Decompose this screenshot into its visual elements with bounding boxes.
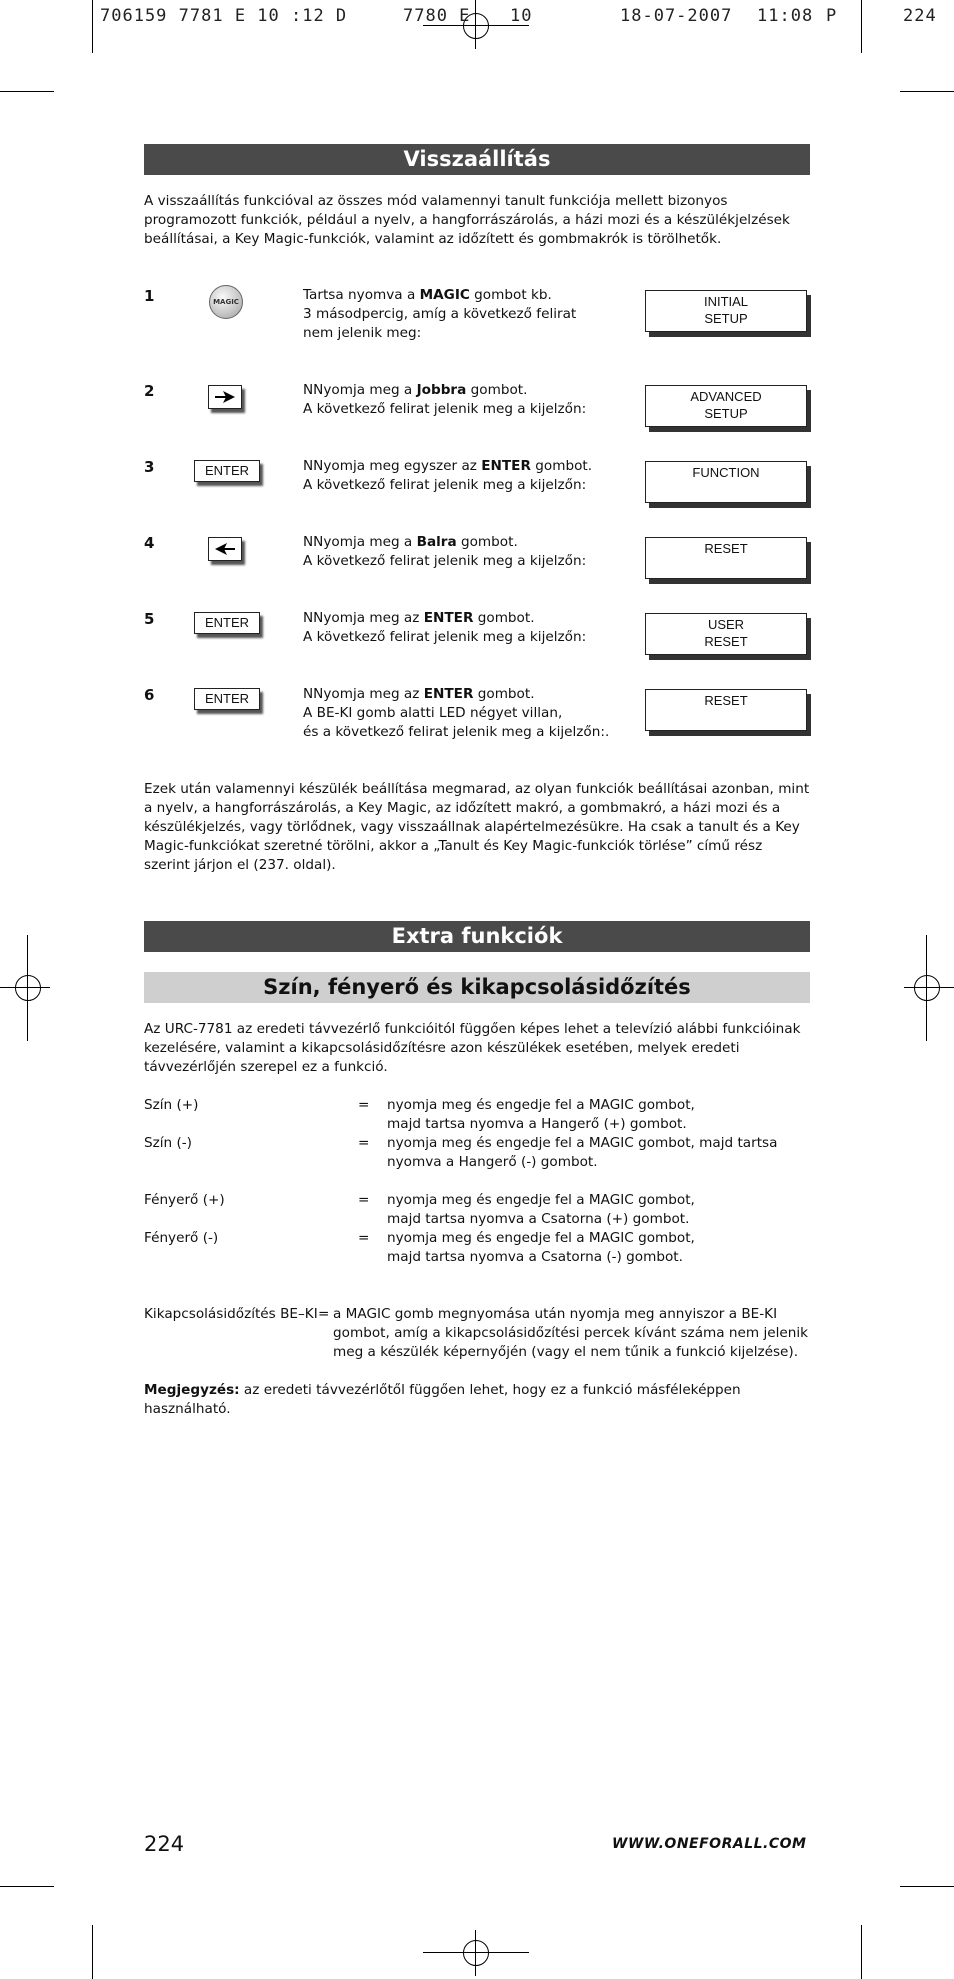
step-instruction	[303, 685, 633, 742]
note	[144, 1381, 814, 1419]
enter-button-icon: ENTER	[194, 612, 260, 634]
item-eq: =	[358, 1097, 370, 1113]
website-url[interactable]: WWW.ONEFORALL.COM	[612, 1836, 807, 1852]
display-screen: RESET	[645, 537, 807, 579]
step-button-name: Jobbra	[416, 382, 467, 398]
step-instruction	[303, 457, 633, 495]
step-number: 3	[144, 458, 155, 476]
crop-mark	[92, 1925, 93, 1979]
step-text: gombot. A következő felirat jelenik meg a kijelzőn:	[303, 382, 587, 417]
step-number: 2	[144, 382, 155, 400]
step-number: 4	[144, 534, 155, 552]
outro-paragraph: Ezek után valamennyi készülék beállítása megmarad, az olyan funkciók beállításai azonban, mint a nyelv, a hangforrászárolás, a Key Magic, az időzített makró, a gombmakró, a házi mozi és a készülékjelzés, vagy törlődnek, vagy visszaállnak alapértelmezésükre. Ha csak a tanult és a Key Magic-funkciókat szeretné törölni, akkor a „Tanult és Key Magic-funkciók törlése” című rész szerint járjon el (237. oldal).	[144, 781, 810, 873]
item-label: Fényerő (-)	[144, 1230, 219, 1246]
step-number: 6	[144, 686, 155, 704]
step-text: gombot. A következő felirat jelenik meg a kijelzőn:	[303, 610, 587, 645]
crop-mark	[0, 1886, 54, 1887]
section-title: Extra funkciók	[144, 921, 810, 952]
section-subtitle: Szín, fényerő és kikapcsolásidőzítés	[144, 972, 810, 1003]
registration-mark	[904, 965, 950, 1011]
enter-button-icon: ENTER	[194, 460, 260, 482]
timer-eq: =	[318, 1306, 330, 1322]
step-instruction	[303, 381, 633, 419]
crop-mark	[900, 91, 954, 92]
section-title: Visszaállítás	[144, 144, 810, 175]
item-label: Szín (+)	[144, 1097, 199, 1113]
enter-button-icon: ENTER	[194, 688, 260, 710]
registration-mark	[5, 965, 51, 1011]
note-label: Megjegyzés:	[144, 1382, 240, 1398]
item-desc: nyomja meg és engedje fel a MAGIC gombot, majd tartsa nyomva a Csatorna (-) gombot.	[387, 1230, 695, 1265]
print-pg: 10	[510, 6, 533, 26]
step-text: NNyomja meg az	[303, 686, 424, 702]
step-instruction	[303, 609, 633, 647]
step-button-name: Balra	[416, 534, 457, 550]
magic-button-icon: MAGIC	[209, 285, 243, 319]
item-label: Fényerő (+)	[144, 1192, 225, 1208]
item-desc: nyomja meg és engedje fel a MAGIC gombot, majd tartsa nyomva a Csatorna (+) gombot.	[387, 1192, 695, 1227]
timer-desc: a MAGIC gomb megnyomása után nyomja meg annyiszor a BE-KI gombot, amíg a kikapcsolásidőzítési percek kívánt száma nem jelenik meg a készülék képernyőjén (vagy el nem tűnik a funkció kijelzése).	[333, 1306, 808, 1360]
print-code: 706159 7781 E 10 :12 D	[100, 6, 348, 26]
print-time: 11:08	[757, 6, 814, 26]
intro-paragraph: Az URC-7781 az eredeti távvezérlő funkcióitól függően képes lehet a televízió alábbi funkcióinak kezelésére, valamint a kikapcsolásidőzítésre azon készülékek esetében, melyek eredeti távvezérlőjén szerepel ez a funkció.	[144, 1021, 801, 1075]
item-label: Szín (-)	[144, 1135, 192, 1151]
step-text: gombot. A következő felirat jelenik meg a kijelzőn:	[303, 534, 587, 569]
display-screen: ADVANCED SETUP	[645, 385, 807, 427]
crop-mark	[0, 91, 54, 92]
step-text: NNyomja meg az	[303, 610, 424, 626]
print-p: P	[826, 6, 838, 26]
step-instruction	[303, 286, 633, 343]
step-text: Tartsa nyomva a	[303, 287, 420, 303]
display-screen: RESET	[645, 689, 807, 731]
crop-mark	[861, 0, 862, 53]
step-instruction	[303, 533, 633, 571]
step-text: gombot. A következő felirat jelenik meg a kijelzőn:	[303, 458, 593, 493]
print-page: 224	[903, 6, 937, 26]
note-text: az eredeti távvezérlőtől függően lehet, hogy ez a funkció másféleképpen használható.	[144, 1382, 741, 1417]
item-eq: =	[358, 1192, 370, 1208]
step-text: gombot. A BE-KI gomb alatti LED négyet villan, és a következő felirat jelenik meg a kijelzőn:.	[303, 686, 610, 740]
item-desc: nyomja meg és engedje fel a MAGIC gombot, majd tartsa nyomva a Hangerő (+) gombot.	[387, 1097, 695, 1132]
display-screen: INITIAL SETUP	[645, 290, 807, 332]
step-text: gombot kb. 3 másodpercig, amíg a következő felirat nem jelenik meg:	[303, 287, 577, 341]
step-text: NNyomja meg egyszer az	[303, 458, 482, 474]
registration-mark	[453, 1930, 499, 1976]
step-button-name: ENTER	[481, 458, 531, 474]
crop-mark	[900, 1886, 954, 1887]
timer-label: Kikapcsolásidőzítés BE–KI	[144, 1306, 318, 1322]
print-model: 7780 E	[403, 6, 471, 26]
right-arrow-button-icon	[208, 385, 242, 409]
step-text: NNyomja meg a	[303, 534, 417, 550]
display-screen: FUNCTION	[645, 461, 807, 503]
left-arrow-button-icon	[208, 537, 242, 561]
print-date: 18-07-2007	[620, 6, 733, 26]
step-number: 5	[144, 610, 155, 628]
crop-mark	[92, 0, 93, 53]
item-eq: =	[358, 1135, 370, 1151]
intro-paragraph: A visszaállítás funkcióval az összes mód valamennyi tanult funkciója mellett bizonyos programozott funkciók, például a nyelv, a hangforrászárolás, a házi mozi és a készülékjelzések beállításai, a Key Magic-funkciók, valamint az időzített és gombmakrók is törölhetők.	[144, 193, 790, 247]
item-eq: =	[358, 1230, 370, 1246]
crop-mark	[861, 1925, 862, 1979]
step-text: NNyomja meg a	[303, 382, 417, 398]
step-button-name: ENTER	[423, 610, 474, 626]
display-screen: USER RESET	[645, 613, 807, 655]
page-number: 224	[144, 1832, 185, 1856]
step-button-name: MAGIC	[419, 287, 470, 303]
step-number: 1	[144, 287, 155, 305]
item-desc: nyomja meg és engedje fel a MAGIC gombot, majd tartsa nyomva a Hangerő (-) gombot.	[387, 1135, 778, 1170]
step-button-name: ENTER	[423, 686, 474, 702]
